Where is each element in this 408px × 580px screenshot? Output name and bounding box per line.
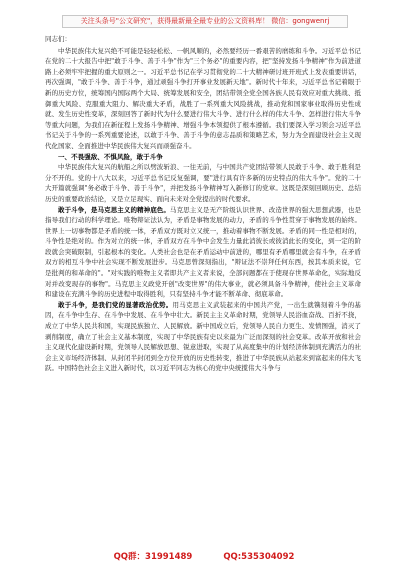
footer-contact <box>0 550 408 562</box>
paragraph-3-lead: 敢于斗争，是马克思主义的精神底色。 <box>58 205 170 214</box>
document-body <box>45 34 361 374</box>
greeting: 同志们： <box>45 35 71 43</box>
top-banner: 关注头条号"公文研究"，获得最新最全最专业的公文资料库！ 微信：gongwenrj <box>62 15 348 28</box>
section-heading-1: 一、不畏强敌、不惧风险，敢于斗争 <box>58 152 163 161</box>
paragraph-1: 中华民族伟大复兴绝不可能是轻轻松松、一帆风顺的，必然要经历一番艰苦的磨练和斗争。习近平总书记在党的二十大报告中把"敢于斗争、善于斗争"作为"三个务必"的重要内容，把"坚持发扬斗争精神"作为前进道路上必须牢牢把握的重大原则之一。习近平总书记在学习贯彻党的二十大精神研讨班开班式上发表重要讲话，再次强调，"敢于斗争、善于斗争，通过顽强斗争打开事业发展新天地"。新时代十年来，习近平总书记着眼于新的历史方位，统筹国内国际两个大局、统筹发展和安全，团结带领全党全国各族人民有效应对重大挑战、抵御重大风险、克服重大阻力、解决重大矛盾，战胜了一系列重大风险挑战，推动党和国家事业取得历史性成就、发生历史性变革，深刻回答了新时代为什么要进行伟大斗争、进行什么样的伟大斗争、怎样进行伟大斗争等重大问题，为我们在新征程上发扬斗争精神、增强斗争本领提供了根本遵循。我们要深入学习领会习近平总书记关于斗争的一系列重要论述，以敢于斗争、善于斗争的意志品质和策略艺术，努力为全面建设社会主义现代化国家、全面推进中华民族伟大复兴而顽强奋斗。 <box>45 46 361 150</box>
paragraph-4-lead: 敢于斗争，是我们党的显著政治优势。 <box>58 300 173 309</box>
footer-qq-contact: QQ:535304092 <box>223 552 295 562</box>
paragraph-2: 中华民族伟大复兴的航船之所以劈波斩浪、一往无前，与中国共产党团结带领人民敢于斗争、敢于胜利是分不开的。党的十八大以来，习近平总书记反复强调，要"进行具有许多新的历史特点的伟大斗争"。党的二十大开篇就强调"务必敢于斗争、善于斗争"，并把发扬斗争精神写入新修订的党章。这既是深刻回顾历史、总结历史的重要政治结论，又是立足现实、面向未来对全党提出的时代要求。 <box>45 163 361 203</box>
paragraph-3 <box>45 205 361 300</box>
paragraph-4 <box>45 300 361 374</box>
footer-qq-group: QQ群：31991489 <box>113 552 193 562</box>
paragraph-4-body: 用马克思主义武装起来的中国共产党，一出生就镌刻着斗争的基因，在斗争中生存、在斗争中发展、在斗争中壮大。新民主主义革命时期，党领导人民浴血奋战、百折不挠，成立了中华人民共和国，实现民族独立、人民解放。新中国成立后，党领导人民自力更生、发愤图强，消灭了剥削制度，确立了社会主义基本制度，实现了中华民族有史以来最为广泛而深刻的社会变革。改革开放和社会主义现代化建设新时期，党领导人民解放思想、锐意进取，实现了从高度集中的计划经济体制到充满活力的社会主义市场经济体制、从封闭半封闭到全方位开放的历史性转变，推进了中华民族从站起来到富起来的伟大飞跃。中国特色社会主义进入新时代，以习近平同志为核心的党中央统揽伟大斗争与 <box>45 300 361 373</box>
paragraph-3-body: 马克思主义是无产阶级认识世界、改造世界的强大思想武器，也是指导我们行动的科学理论。唯物辩证法认为，矛盾是事物发展的动力，矛盾的斗争性贯穿于事物发展的始终。世界上一切事物都是矛盾的统一体，矛盾双方既对立又统一，推动着事物不断发展。矛盾的同一性是相对的，斗争性是绝对的。作为对立的统一体，矛盾双方在斗争中会发生力量此消彼长或彼消此长的变化，到一定的阶段就会突破限制，引起根本的变化。人类社会也是在矛盾运动中前进的，哪里有矛盾哪里就会有斗争，在矛盾双方的相互斗争中社会实现不断发展进步。马克思曾深刻指出，"辩证法不崇拜任何东西，按其本质来说，它是批判的和革命的"。"对实践的唯物主义者即共产主义者来说，全部问题都在于使现存世界革命化，实际地反对并改变现存的事物"。马克思主义政党开创"改变世界"的伟大事业，就必须具备斗争精神，使社会主义革命和建设在充满斗争的历史进程中取得胜利，只有坚持斗争才能不断革命、彻底革命。 <box>45 205 361 299</box>
